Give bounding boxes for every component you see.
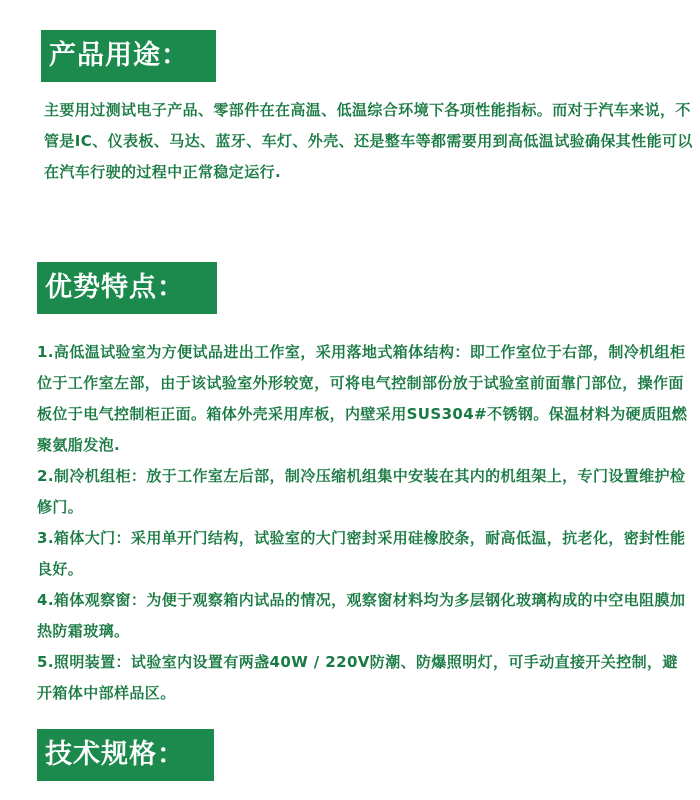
feature-item-5: 5.照明装置：试验室内设置有两盏40W / 220V防潮、防爆照明灯，可手动直接开关控制，避开箱体中部样品区。: [37, 653, 678, 702]
feature-item-4: 4.箱体观察窗：为便于观察箱内试品的情况，观察窗材料均为多层钢化玻璃构成的中空电阻膜加热防霜玻璃。: [37, 591, 686, 640]
usage-paragraph: 主要用过测试电子产品、零部件在在高温、低温综合环境下各项性能指标。而对于汽车来说，不管是IC、仪表板、马达、蓝牙、车灯、外壳、还是整车等都需要用到高低温试验确保其性能可以在汽车行驶的过程中正常稳定运行.: [44, 101, 693, 181]
feature-item-1: 1.高低温试验室为方便试品进出工作室，采用落地式箱体结构：即工作室位于右部，制冷机组柜位于工作室左部，由于该试验室外形较宽，可将电气控制部份放于试验室前面靠门部位，操作面板位于电气控制柜正面。箱体外壳采用库板，内壁采用SUS304#不锈钢。保温材料为硬质阻燃聚氨脂发泡.: [37, 343, 688, 454]
feature-item-3: 3.箱体大门：采用单开门结构，试验室的大门密封采用硅橡胶条，耐高低温，抗老化，密封性能良好。: [37, 529, 686, 578]
feature-item-2: 2.制冷机组柜：放于工作室左后部，制冷压缩机组集中安装在其内的机组架上，专门设置维护检修门。: [37, 467, 686, 516]
section-title-features: 优势特点：: [37, 262, 217, 314]
section-title-specs: 技术规格：: [37, 729, 214, 781]
section-title-usage: 产品用途：: [41, 30, 216, 82]
features-list: [37, 337, 691, 709]
